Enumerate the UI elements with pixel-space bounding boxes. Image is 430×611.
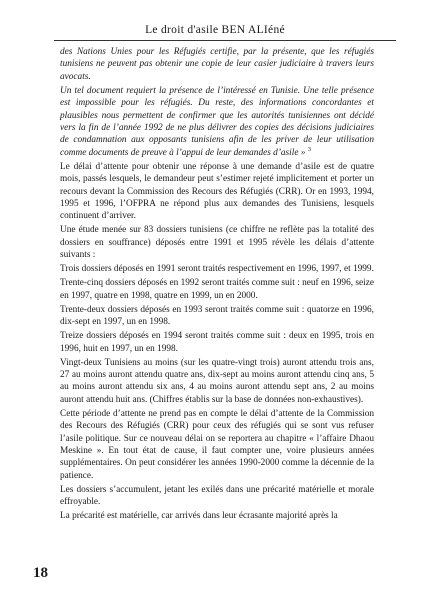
paragraph (60, 85, 374, 159)
paragraph: Trente-deux dossiers déposés en 1993 seront traités comme suit : quatorze en 1996, dix-sept en 1997, un en 1998. (60, 304, 374, 328)
header-rule (54, 40, 396, 41)
running-header: Le droit d'asile BEN ALIéné (145, 24, 285, 36)
body-text (60, 46, 374, 524)
paragraph: Trois dossiers déposés en 1991 seront traités respectivement en 1996, 1997, et 1999. (60, 264, 374, 275)
paragraph: Les dossiers s’accumulent, jetant les exilés dans une précarité matérielle et morale effroyable. (60, 484, 374, 508)
paragraph-text: Un tel document requiert la présence de l’intéressé en Tunisie. Une telle présence est impossible pour les réfugiés. Du reste, des informations concordantes et plausibles nous permettent de confirmer que les autorités tunisiennes ont décidé vers la fin de l’année 1992 de ne plus délivrer des copies des décisions judiciaires de condamnation aux opposants tunisiens afin de les priver de leur utilisation comme documents de preuve à l’appui de leur demandes d’asile » (60, 85, 374, 158)
footnote-marker: 3 (307, 145, 312, 153)
paragraph: Vingt-deux Tunisiens au moins (sur les quatre-vingt trois) auront attendu trois ans, 27 au moins auront attendu quatre ans, dix-sept au moins auront attendu cinq ans, 5 au moins auront attendu six ans, 4 au moins auront attendu sept ans, 2 au moins auront attendu huit ans. (Chiffres établis sur la base de données non-exhaustives). (60, 357, 374, 405)
paragraph: Trente-cinq dossiers déposés en 1992 seront traités comme suit : neuf en 1996, seize en 1997, quatre en 1998, quatre en 1999, un en 2000. (60, 278, 374, 301)
page-number: 18 (33, 565, 48, 581)
paragraph: Cette période d’attente ne prend pas en compte le délai d’attente de la Commission des Recours des Réfugiés (CRR) pour ceux des réfugiés qui se sont vus refuser l’asile politique. Sur ce nouveau délai on se reportera au chapitre « l’affaire Dhaou Meskine ». En tout état de cause, il faut compter une, voire plusieurs années supplémentaires. On peut considérer les années 1990-2000 comme la décennie de la patience. (60, 408, 374, 481)
paragraph: Le délai d’attente pour obtenir une réponse à une demande d’asile est de quatre mois, passés lesquels, le demandeur peut s’estimer rejeté implicitement et porter un recours devant la Commission des Recours des Réfugiés (CRR). Or en 1993, 1994, 1995 et 1996, l’OFPRA ne répond plus aux demandes des Tunisiens, lesquels continuent d’arriver. (60, 161, 374, 222)
paragraph: Une étude menée sur 83 dossiers tunisiens (ce chiffre ne reflète pas la totalité des dossiers en souffrance) déposés entre 1991 et 1995 révèle les délais d’attente suivants : (60, 225, 374, 261)
paragraph: Treize dossiers déposés en 1994 seront traités comme suit : deux en 1995, trois en 1996, huit en 1997, un en 1998. (60, 331, 374, 354)
paragraph: des Nations Unies pour les Réfugiés certifie, par la présente, que les réfugiés tunisiens ne peuvent pas obtenir une copie de leur casier judiciaire à travers leurs avocats. (60, 47, 374, 82)
paragraph: La précarité est matérielle, car arrivés dans leur écrasante majorité après la (60, 511, 338, 522)
